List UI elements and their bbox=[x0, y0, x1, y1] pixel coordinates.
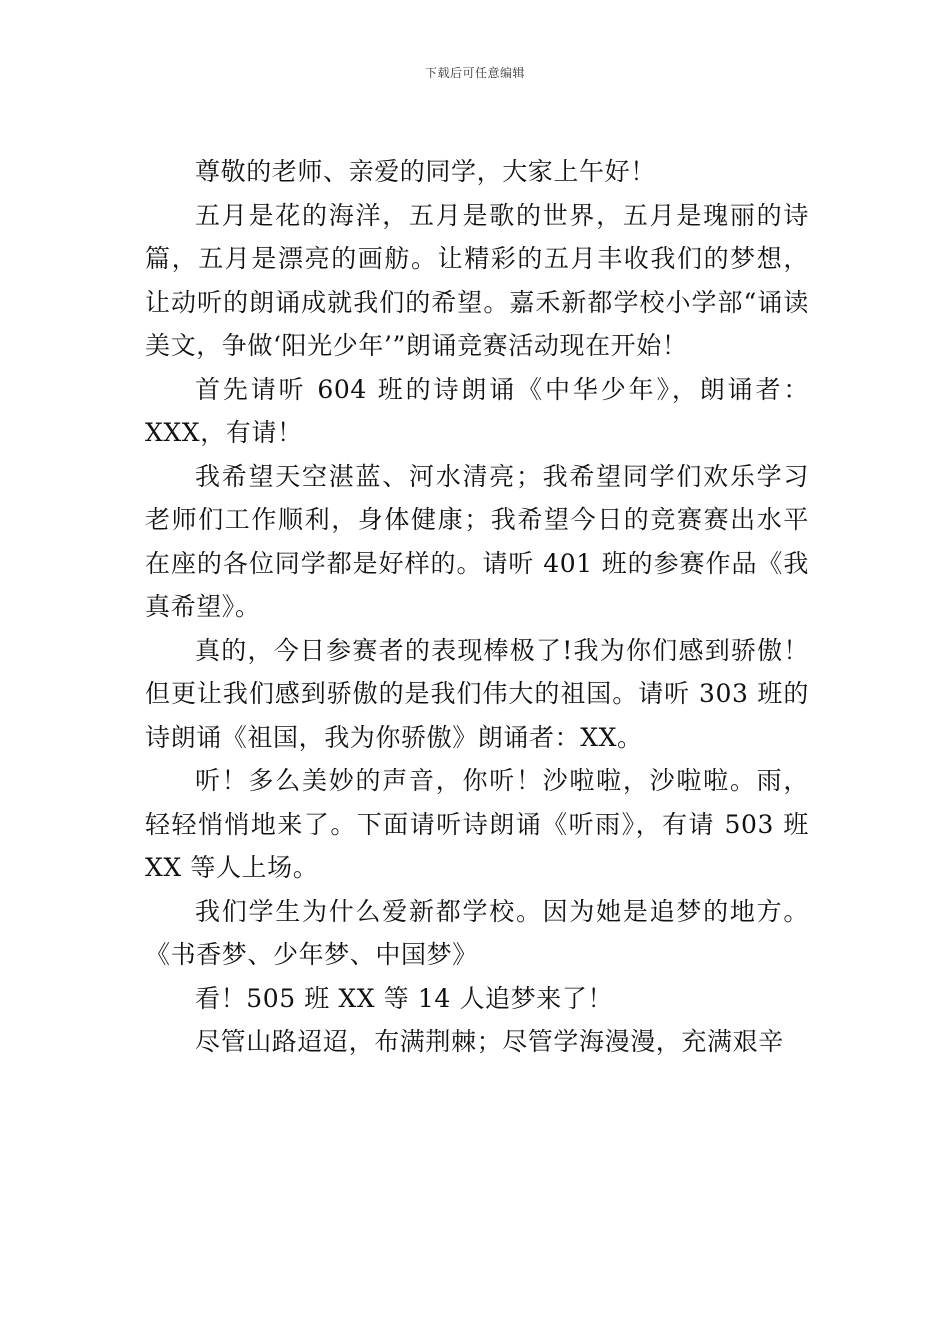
document-body bbox=[145, 150, 809, 1064]
paragraph-greeting: 尊敬的老师、亲爱的同学，大家上午好！ bbox=[195, 157, 656, 186]
paragraph-505-class: 看！505 班 XX 等 14 人追梦来了！ bbox=[195, 983, 614, 1013]
paragraph-401-class: 我希望天空湛蓝、河水清亮；我希望同学们欢乐学习老师们工作顺利，身体健康；我希望今日的竞赛赛出水平在座的各位同学都是好样的。请听 401 班的参赛作品《我真希望》。 bbox=[145, 461, 809, 621]
paragraph-503-class: 听！多么美妙的声音，你听！沙啦啦，沙啦啦。雨，轻轻悄悄地来了。下面请听诗朗诵《听雨》，有请 503 班 XX 等人上场。 bbox=[145, 766, 809, 882]
paragraph-604-class: 首先请听 604 班的诗朗诵《中华少年》，朗诵者：XXX，有请！ bbox=[145, 374, 809, 447]
paragraph-dream: 我们学生为什么爱新都学校。因为她是追梦的地方。《书香梦、少年梦、中国梦》 bbox=[145, 896, 809, 969]
page-header-note: 下载后可任意编辑 bbox=[424, 66, 525, 80]
paragraph-opening: 五月是花的海洋，五月是歌的世界，五月是瑰丽的诗篇，五月是漂亮的画舫。让精彩的五月丰收我们的梦想，让动听的朗诵成就我们的希望。嘉禾新都学校小学部“诵读美文，争做‘阳光少年’”朗诵竞赛活动现在开始！ bbox=[145, 200, 809, 360]
paragraph-303-class: 真的，今日参赛者的表现棒极了!我为你们感到骄傲！但更让我们感到骄傲的是我们伟大的祖国。请听 303 班的诗朗诵《祖国，我为你骄傲》朗诵者：XX。 bbox=[145, 635, 809, 752]
paragraph-closing: 尽管山路迢迢，布满荆棘；尽管学海漫漫，充满艰辛 bbox=[195, 1027, 784, 1056]
